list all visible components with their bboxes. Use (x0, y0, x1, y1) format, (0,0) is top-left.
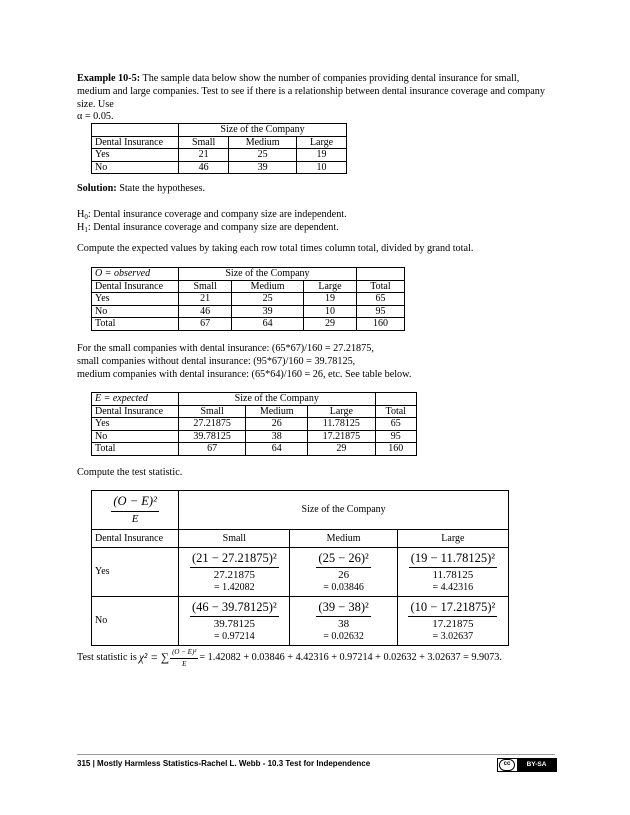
expected-table (91, 392, 417, 456)
table-cell: 21 (179, 149, 229, 162)
cell-fraction (182, 600, 286, 643)
corner-denominator: E (131, 512, 139, 525)
test-statistic-line (77, 648, 502, 669)
table-row-header: Dental Insurance (92, 405, 179, 418)
cell-fraction (293, 600, 393, 643)
footer-text: 315 | Mostly Harmless Statistics-Rachel L. Webb - 10.3 Test for Independence (77, 759, 371, 768)
table-cell: 29 (304, 318, 357, 331)
cell-numerator: (21 − 27.21875)² (190, 551, 279, 568)
table-cell: 27.21875 (179, 418, 246, 431)
column-header: Small (179, 530, 290, 548)
table-row (92, 293, 405, 306)
column-header: Large (304, 280, 357, 293)
cell-fraction (401, 600, 505, 643)
h0-subscript: 0 (84, 213, 88, 221)
table-cell: 95 (375, 430, 416, 443)
table-cell: 160 (356, 318, 404, 331)
cell-denominator: 26 (338, 569, 350, 582)
table-row (92, 548, 509, 597)
cell-result: = 1.42082 (214, 581, 255, 593)
table-cell: 46 (179, 161, 229, 174)
corner-fraction (95, 494, 175, 525)
column-header: Small (179, 280, 232, 293)
column-header: Large (397, 530, 508, 548)
table-row-header: Dental Insurance (92, 280, 179, 293)
table-cell: 95 (356, 305, 404, 318)
footer-rule (77, 754, 555, 755)
cell-result: = 0.02632 (323, 630, 364, 642)
column-header: Small (179, 405, 246, 418)
table-row-header: Dental Insurance (92, 530, 179, 548)
h1-symbol: H (77, 221, 85, 233)
cell-denominator: 27.21875 (213, 569, 255, 582)
cell-result: = 0.03846 (323, 581, 364, 593)
row-label: Yes (92, 293, 179, 306)
table-row (92, 418, 417, 431)
cell-fraction (293, 551, 393, 594)
expected-intro: Compute the expected values by taking each row total times column total, divided by grand total. (77, 243, 474, 254)
table-row (92, 430, 417, 443)
cell-fraction (401, 551, 505, 594)
row-label: No (92, 305, 179, 318)
test-stat-intro: Compute the test statistic. (77, 467, 183, 478)
hypotheses (77, 209, 347, 235)
table-corner-right (356, 268, 404, 281)
cell-numerator: (39 − 38)² (316, 600, 370, 617)
calc-line: For the small companies with dental insurance: (65*67)/160 = 27.21875, (77, 343, 374, 354)
alpha-line: α = 0.05. (77, 111, 114, 123)
table-cell: 67 (179, 318, 232, 331)
table-cell (179, 548, 290, 597)
table-row-header: Dental Insurance (92, 136, 179, 149)
row-label: No (92, 597, 179, 646)
table-row (92, 161, 347, 174)
column-header: Total (375, 405, 416, 418)
table-cell: 11.78125 (308, 418, 375, 431)
solution-text: State the hypotheses. (116, 183, 205, 194)
table-cell: 67 (179, 443, 246, 456)
table-cell: 26 (246, 418, 308, 431)
cell-result: = 0.97214 (214, 630, 255, 642)
column-header: Medium (246, 405, 308, 418)
table-cell: 65 (375, 418, 416, 431)
table-cell: 65 (356, 293, 404, 306)
table-cell (397, 597, 508, 646)
table-cell: 21 (179, 293, 232, 306)
table-row (92, 305, 405, 318)
table-corner (92, 491, 179, 530)
corner-numerator: (O − E)² (111, 494, 158, 511)
row-label: No (92, 161, 179, 174)
row-label: Total (92, 443, 179, 456)
calc-lines (77, 343, 411, 381)
table-cell: 39 (232, 305, 304, 318)
row-label: No (92, 430, 179, 443)
calc-line: small companies without dental insurance: (95*67)/160 = 39.78125, (77, 355, 356, 367)
column-header: Large (297, 136, 347, 149)
cell-numerator: (46 − 39.78125)² (190, 600, 279, 617)
table-row (92, 318, 405, 331)
h0-text: : Dental insurance coverage and company size are independent. (87, 209, 347, 220)
table-corner: O = observed (92, 268, 179, 281)
cc-icon: cc (499, 759, 515, 771)
contribution-table (91, 490, 509, 646)
table-group-header: Size of the Company (179, 124, 347, 137)
table-group-header: Size of the Company (179, 393, 376, 406)
cell-numerator: (19 − 11.78125)² (409, 551, 497, 568)
table-corner (92, 124, 179, 137)
cell-denominator: 17.21875 (432, 618, 474, 631)
table-cell: 10 (297, 161, 347, 174)
table-cell (179, 597, 290, 646)
h1-subscript: 1 (84, 225, 88, 234)
sum-fraction (170, 648, 198, 669)
h1-text: : Dental insurance coverage and company size are dependent. (87, 221, 339, 233)
column-header: Total (356, 280, 404, 293)
cell-fraction (182, 551, 286, 594)
calc-line: medium companies with dental insurance: (65*64)/160 = 26, etc. See table below. (77, 368, 412, 380)
table-corner-right (375, 393, 416, 406)
h0-symbol: H (77, 209, 85, 220)
cell-numerator: (10 − 17.21875)² (408, 600, 497, 617)
table-cell: 64 (232, 318, 304, 331)
row-label: Yes (92, 418, 179, 431)
column-header: Small (179, 136, 229, 149)
test-stat-sum: = 1.42082 + 0.03846 + 4.42316 + 0.97214 + 0.02632 + 3.02637 = 9.9073. (199, 651, 502, 663)
table-cell (290, 548, 397, 597)
alternative-hypothesis (77, 222, 347, 235)
table-cell: 25 (229, 149, 297, 162)
example-label: Example 10-5: (77, 73, 141, 84)
table-group-header: Size of the Company (179, 268, 357, 281)
null-hypothesis (77, 209, 347, 222)
row-label: Total (92, 318, 179, 331)
solution-label: Solution: (77, 183, 117, 194)
table-row (92, 149, 347, 162)
cell-denominator: 39.78125 (213, 618, 255, 631)
sum-numerator: (O − E)² (170, 648, 198, 659)
table-cell: 38 (246, 430, 308, 443)
column-header: Medium (232, 280, 304, 293)
table-cell (397, 548, 508, 597)
cell-denominator: 38 (338, 618, 350, 631)
column-header: Medium (229, 136, 297, 149)
cc-license-badge (497, 758, 557, 772)
table-row (92, 443, 417, 456)
column-header: Large (308, 405, 375, 418)
row-label: Yes (92, 548, 179, 597)
chi-square-symbol: χ² = ∑ (138, 652, 170, 665)
table-group-header: Size of the Company (179, 491, 509, 530)
table-cell: 39 (229, 161, 297, 174)
test-stat-prefix: Test statistic is (77, 651, 137, 663)
sum-denominator: E (182, 659, 187, 668)
table-cell: 39.78125 (179, 430, 246, 443)
table-corner: E = expected (92, 393, 179, 406)
table-cell: 17.21875 (308, 430, 375, 443)
cell-result: = 3.02637 (432, 630, 474, 642)
table-cell: 160 (375, 443, 416, 456)
cell-denominator: 11.78125 (432, 569, 474, 582)
table-cell: 19 (297, 149, 347, 162)
table-cell (290, 597, 397, 646)
table-cell: 25 (232, 293, 304, 306)
table-row (92, 597, 509, 646)
observed-table (91, 267, 405, 331)
table-cell: 19 (304, 293, 357, 306)
row-label: Yes (92, 149, 179, 162)
table-cell: 10 (304, 305, 357, 318)
cell-result: = 4.42316 (432, 581, 474, 593)
table-cell: 64 (246, 443, 308, 456)
solution-line (77, 183, 205, 196)
data-table (91, 123, 347, 174)
example-text: The sample data below show the number of companies providing dental insurance for small, medium and large companies. Test to see if there is a relationship between dental insurance coverage and company size. Use (77, 73, 545, 110)
column-header: Medium (290, 530, 397, 548)
table-cell: 46 (179, 305, 232, 318)
license-label: BY-SA (517, 759, 556, 771)
table-cell: 29 (308, 443, 375, 456)
example-paragraph (77, 73, 555, 124)
cell-numerator: (25 − 26)² (316, 551, 370, 568)
